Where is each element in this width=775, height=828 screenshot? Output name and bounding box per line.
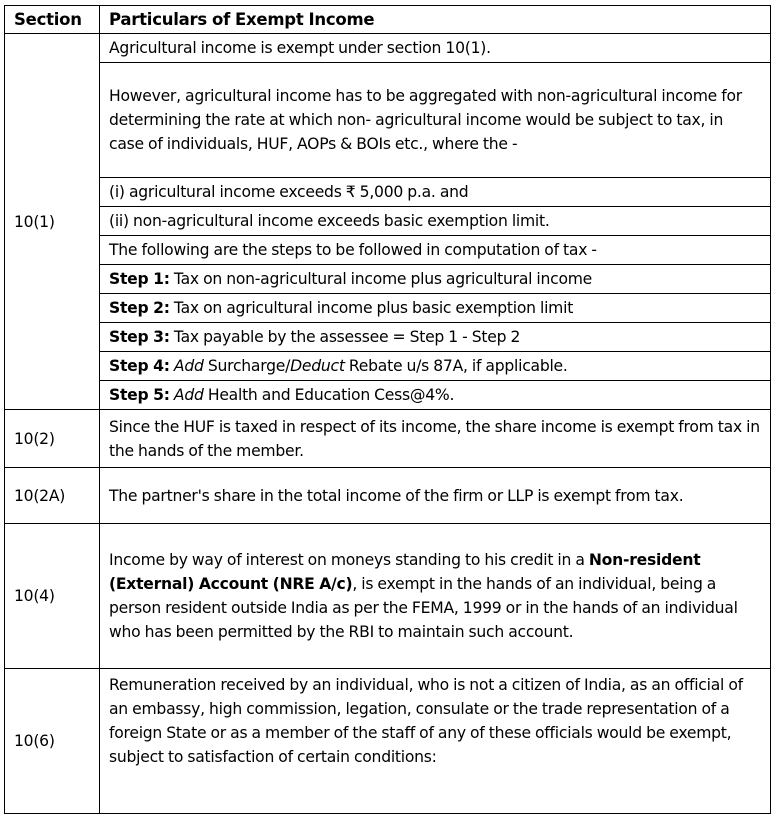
particulars-cell: However, agricultural income has to be aggregated with non-agricultural income for determining the rate at which non- agricultural income would be subject to tax, in case of individuals, HUF, AOPs & BOIs etc., where the - <box>100 63 771 178</box>
table-row <box>5 236 771 265</box>
particulars-cell: (ii) non-agricultural income exceeds basic exemption limit. <box>100 207 771 236</box>
particulars-cell: Agricultural income is exempt under section 10(1). <box>100 34 771 63</box>
step-italic: Deduct <box>290 357 345 375</box>
step-label: Step 2: <box>109 299 170 317</box>
particulars-cell: The following are the steps to be followed in computation of tax - <box>100 236 771 265</box>
section-cell: 10(6) <box>5 669 100 814</box>
step-text: Tax payable by the assessee = Step 1 - Step 2 <box>173 328 521 346</box>
table-row <box>5 294 771 323</box>
table-row <box>5 352 771 381</box>
step-text: Rebate u/s 87A, if applicable. <box>348 357 568 375</box>
particulars-cell: The partner's share in the total income of the firm or LLP is exempt from tax. <box>100 468 771 524</box>
table-row <box>5 468 771 524</box>
section-cell: 10(2A) <box>5 468 100 524</box>
particulars-cell <box>100 524 771 669</box>
particulars-cell: (i) agricultural income exceeds ₹ 5,000 p.a. and <box>100 178 771 207</box>
section-cell: 10(2) <box>5 410 100 468</box>
step-cell <box>100 294 771 323</box>
step-cell <box>100 352 771 381</box>
nre-text-before: Income by way of interest on moneys standing to his credit in a <box>109 551 585 569</box>
step-label: Step 5: <box>109 386 170 404</box>
step-text: Health and Education Cess@4%. <box>207 386 455 404</box>
nre-account-term: Non-resident (External) Account (NRE A/c) <box>109 551 701 593</box>
nre-text-after: , is exempt in the hands of an individual, being a person resident outside India as per the FEMA, 1999 or in the hands of an individual who has been permitted by the RBI to maintain such account. <box>109 575 738 641</box>
table-row <box>5 63 771 178</box>
step-text: Surcharge/ <box>207 357 291 375</box>
table-row <box>5 207 771 236</box>
exempt-income-table <box>4 5 771 814</box>
table-header-row <box>5 6 771 34</box>
step-cell <box>100 265 771 294</box>
step-text: Tax on non-agricultural income plus agricultural income <box>173 270 593 288</box>
table-row <box>5 381 771 410</box>
table-row <box>5 524 771 669</box>
step-label: Step 4: <box>109 357 170 375</box>
particulars-cell: Since the HUF is taxed in respect of its income, the share income is exempt from tax in the hands of the member. <box>100 410 771 468</box>
step-label: Step 1: <box>109 270 170 288</box>
table-row <box>5 669 771 814</box>
particulars-cell: Remuneration received by an individual, who is not a citizen of India, as an official of an embassy, high commission, legation, consulate or the trade representation of a foreign State or as a member of the staff of any of these officials would be exempt, subject to satisfaction of certain conditions: <box>100 669 771 814</box>
table-row <box>5 178 771 207</box>
section-cell: 10(1) <box>5 34 100 410</box>
section-cell: 10(4) <box>5 524 100 669</box>
table-row <box>5 410 771 468</box>
step-text: Tax on agricultural income plus basic exemption limit <box>173 299 574 317</box>
step-italic: Add <box>173 386 204 404</box>
header-section: Section <box>5 6 100 34</box>
table-row <box>5 265 771 294</box>
step-italic: Add <box>173 357 204 375</box>
table-row <box>5 34 771 63</box>
step-cell <box>100 381 771 410</box>
table-row <box>5 323 771 352</box>
header-particulars: Particulars of Exempt Income <box>100 6 771 34</box>
step-cell <box>100 323 771 352</box>
step-label: Step 3: <box>109 328 170 346</box>
